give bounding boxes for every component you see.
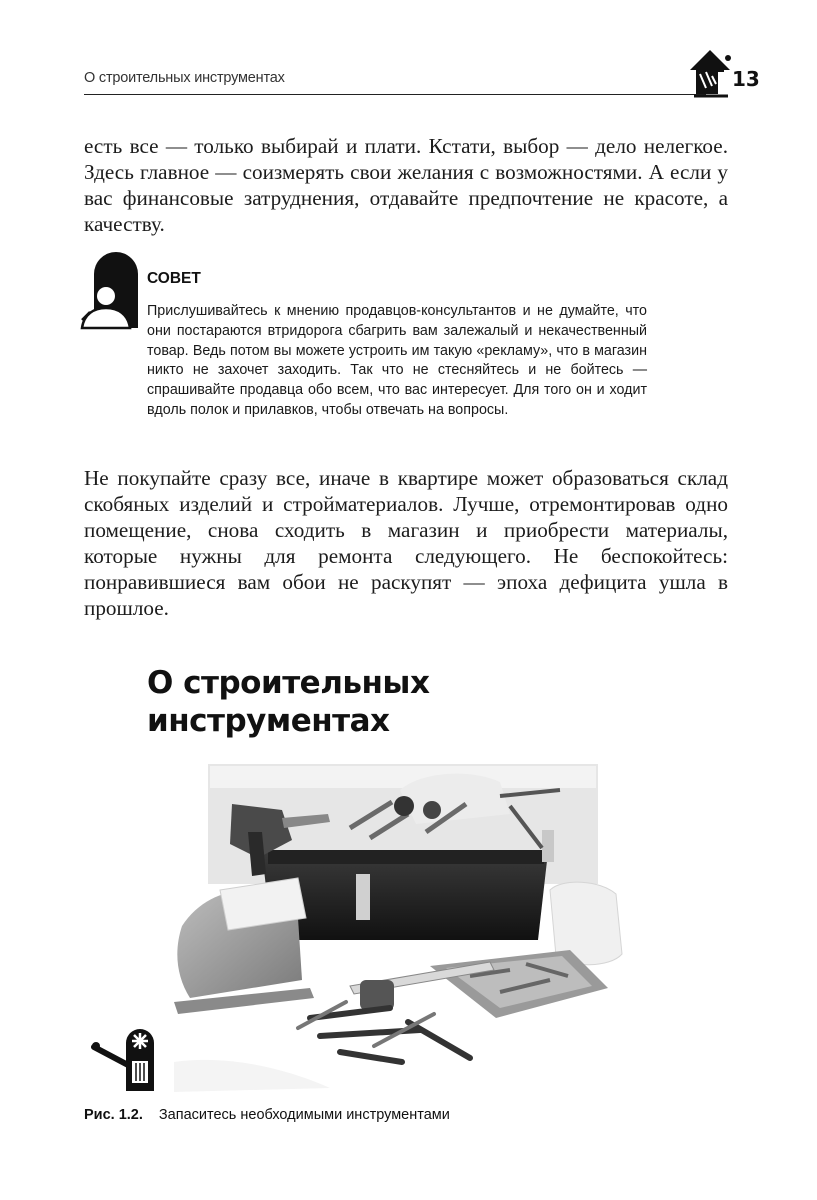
tip-text: Прислушивайтесь к мнению продавцов-консультантов и не думайте, что они постараются втридорога сбагрить вам залежалый и некачественный товар. Ведь потом вы можете устроить им такую «рекламу», что в магазин никто не захочет заходить. Так что не стесняйтесь и не бойтесь — спрашивайте продавца обо всем, что вас интересует. Для того он и ходит вдоль полок и прилавков, чтобы отвечать на вопросы. — [147, 303, 647, 418]
advisor-person-icon — [80, 254, 138, 332]
wrenches-and-pliers — [310, 1008, 470, 1062]
figure-caption-text: Запаситесь необходимыми инструментами — [158, 1107, 450, 1123]
page-number-emblem — [688, 48, 760, 100]
house-icon — [690, 50, 731, 96]
body-paragraph-2: Не покупайте сразу все, иначе в квартире может образоваться склад скобяных изделий и стройматериалов. Лучше, отремонтировав одно помещение, снова сходить в магазин и приобрести материалы, которые нужны для ремонта следующего. Не беспокойтесь: понравившиеся вам обои не раскупят — эпоха дефицита ушла в прошлое. — [84, 466, 728, 620]
figure-label: Рис. 1.2. — [84, 1107, 143, 1123]
figure-tools-icon — [92, 1025, 158, 1091]
tip-title: СОВЕТ — [147, 270, 201, 287]
section-title-line-2: инструментах — [147, 703, 390, 739]
running-head-title: О строительных инструментах — [84, 70, 285, 86]
section-title-line-1: О строительных — [147, 665, 430, 701]
body-paragraph-1: есть все — только выбирай и плати. Кстати, выбор — дело нелегкое. Здесь главное — соизмерять свои желания с возможностями. А если у вас финансовые затруднения, отдавайте предпочтение не красоте, а качеству. — [84, 134, 728, 236]
page-number: 13 — [732, 67, 760, 91]
section-title — [147, 664, 429, 740]
toolbox-photo — [170, 762, 648, 1092]
toolbox-body — [262, 852, 548, 940]
figure-caption — [84, 1107, 450, 1123]
header-rule — [84, 94, 706, 95]
